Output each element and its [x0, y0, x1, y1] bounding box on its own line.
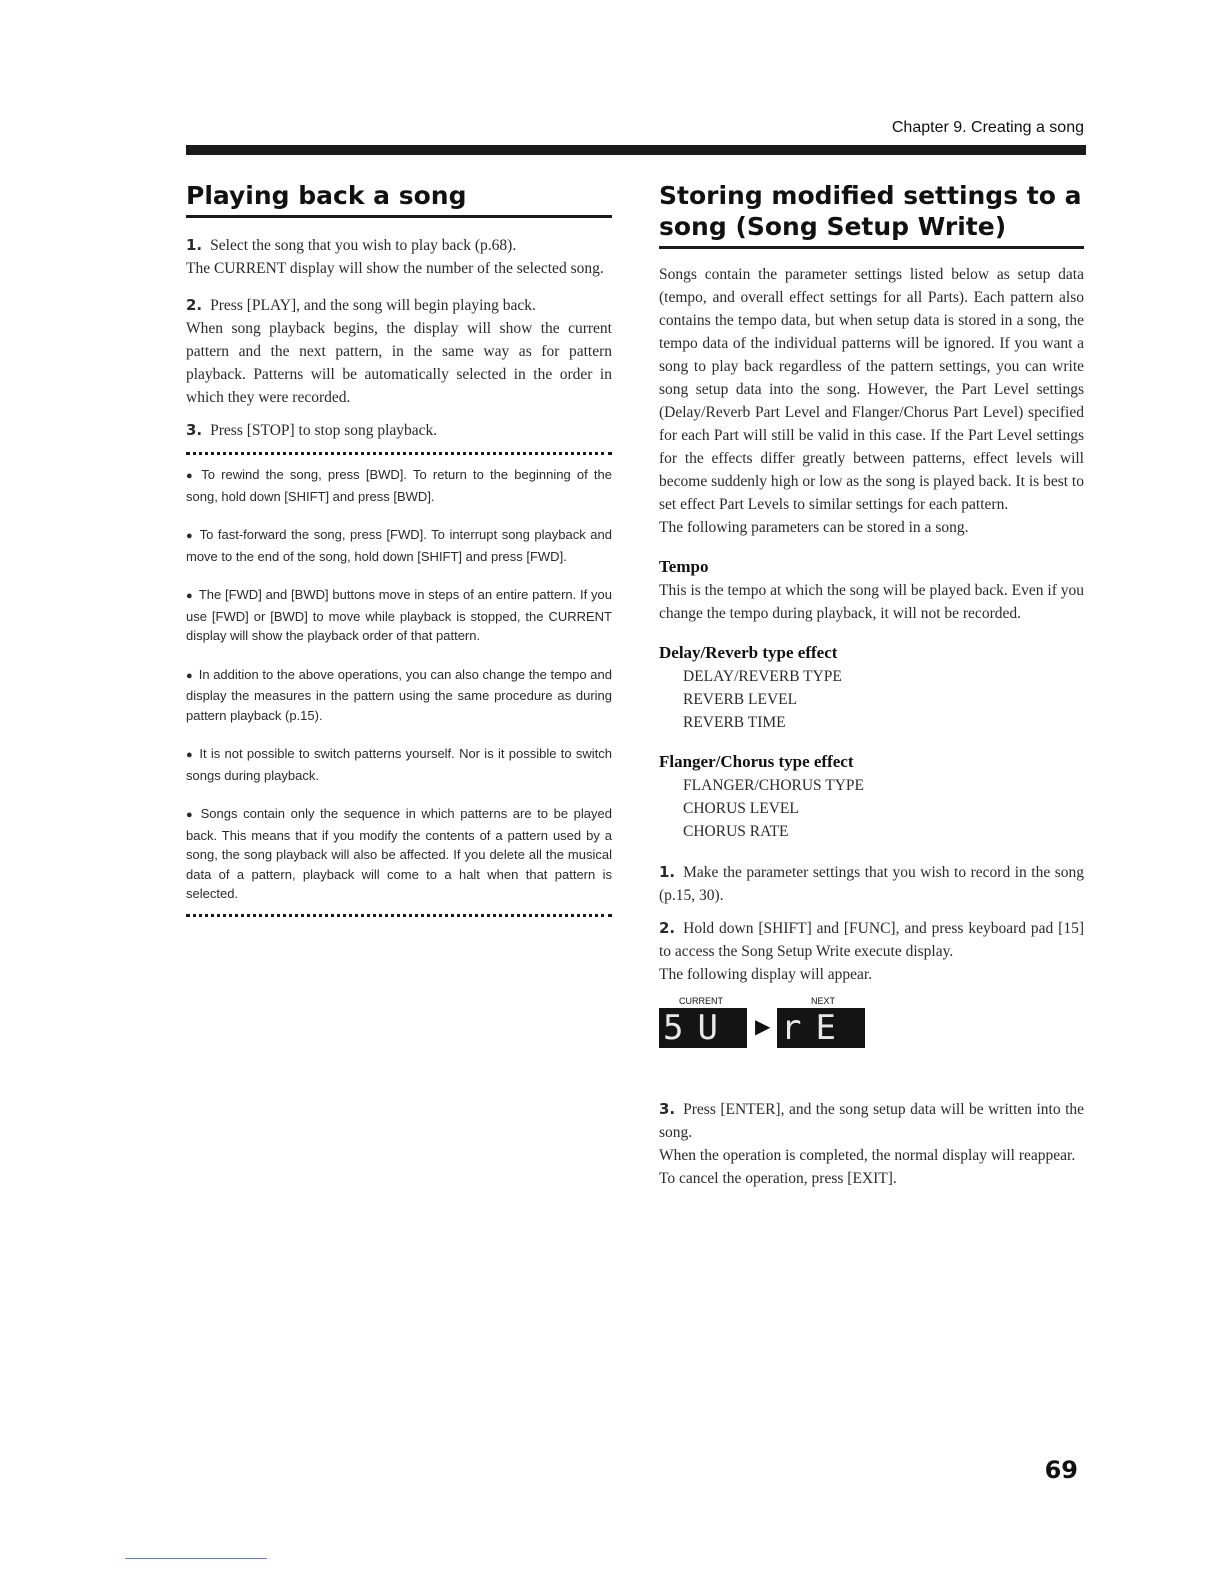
current-label: CURRENT: [679, 996, 723, 1006]
note-switch: ● It is not possible to switch patterns yourself. Nor is it possible to switch songs during playback.: [186, 746, 612, 783]
step-2: 2. Press [PLAY], and the song will begin playing back.: [186, 296, 536, 314]
right-column: [659, 180, 1084, 1190]
step-2: 2. Hold down [SHIFT] and [FUNC], and press keyboard pad [15] to access the Song Setup Write execute display.: [659, 919, 1084, 960]
section-title-storing: Storing modified settings to a song (Song Setup Write): [659, 180, 1084, 249]
flanger-heading: Flanger/Chorus type effect: [659, 752, 854, 771]
delay-param: REVERB TIME: [683, 714, 786, 731]
left-column: [186, 180, 612, 927]
delay-param: REVERB LEVEL: [683, 691, 798, 708]
step-1: 1. Select the song that you wish to play back (p.68).: [186, 236, 517, 254]
page-number: 69: [1044, 1456, 1078, 1484]
led-display: [659, 996, 1084, 1058]
delay-param: DELAY/REVERB TYPE: [683, 668, 842, 685]
step-3: 3. Press [ENTER], and the song setup data will be written into the song.: [659, 1100, 1084, 1141]
intro-paragraph: Songs contain the parameter settings listed below as setup data (tempo, and overall effect settings for all Parts). Each pattern also contains the tempo data, but when setup data is stored in a song, the tempo data of the individual patterns will be ignored. If you want a song to play back regardless of the pattern settings, you can write song setup data into the song. However, the Part Level settings (Delay/Reverb Part Level and Flanger/Chorus Part Level) specified for each Part will still be valid in this case. If the Part Level settings for the effects differ greatly between patterns, effect levels will become suddenly high or low as the song is played back. It is best to set effect Part Levels to similar settings for each pattern.: [659, 266, 1084, 513]
section-title-playing-back: Playing back a song: [186, 180, 612, 218]
note-rewind: ● To rewind the song, press [BWD]. To return to the beginning of the song, hold down [SHIFT] and press [BWD].: [186, 467, 612, 504]
note-fwd-bwd: ● The [FWD] and [BWD] buttons move in steps of an entire pattern. If you use [FWD] or [BWD] to move while playback is stopped, the CURRENT display will show the playback order of that pattern.: [186, 587, 612, 643]
play-arrow-icon: ▶: [755, 1016, 771, 1038]
flanger-param: CHORUS RATE: [683, 823, 789, 840]
note-sequence: ● Songs contain only the sequence in which patterns are to be played back. This means that if you modify the contents of a pattern used by a song, the song playback will also be affected. If you delete all the musical data of a pattern, playback will come to a halt when that pattern is selected.: [186, 806, 612, 901]
flanger-param: CHORUS LEVEL: [683, 800, 799, 817]
note-fast-forward: ● To fast-forward the song, press [FWD]. To interrupt song playback and move to the end of the song, hold down [SHIFT] and press [FWD].: [186, 527, 612, 564]
step-3: 3. Press [STOP] to stop song playback.: [186, 421, 438, 439]
step-3-note: When the operation is completed, the normal display will reappear.: [659, 1147, 1076, 1164]
step-2-note: The following display will appear.: [659, 966, 873, 983]
step-1: 1. Make the parameter settings that you wish to record in the song (p.15, 30).: [659, 863, 1084, 904]
notes-top-rule: [186, 452, 612, 455]
tempo-heading: Tempo: [659, 557, 709, 576]
step-3-cancel-note: To cancel the operation, press [EXIT].: [659, 1170, 897, 1187]
flanger-param: FLANGER/CHORUS TYPE: [683, 777, 865, 794]
notes-bottom-rule: [186, 914, 612, 917]
header-rule: [186, 145, 1086, 155]
note-tempo: ● In addition to the above operations, you can also change the tempo and display the measures in the pattern using the same procedure as during pattern playback (p.15).: [186, 666, 612, 723]
step-1-note: The CURRENT display will show the number of the selected song.: [186, 260, 604, 277]
intro-paragraph-2: The following parameters can be stored in a song.: [659, 519, 969, 536]
delay-heading: Delay/Reverb type effect: [659, 643, 838, 662]
chapter-header: Chapter 9. Creating a song: [891, 119, 1084, 136]
footer-line: [125, 1558, 267, 1559]
step-2-note: When song playback begins, the display will show the current pattern and the next pattern, in the same way as for pattern playback. Patterns will be automatically selected in the order in which they were recorded.: [186, 320, 612, 406]
next-display: rE: [777, 1008, 865, 1048]
tempo-text: This is the tempo at which the song will be played back. Even if you change the tempo during playback, it will not be recorded.: [659, 582, 1084, 622]
next-label: NEXT: [811, 996, 836, 1006]
current-display: 5U: [659, 1008, 747, 1048]
